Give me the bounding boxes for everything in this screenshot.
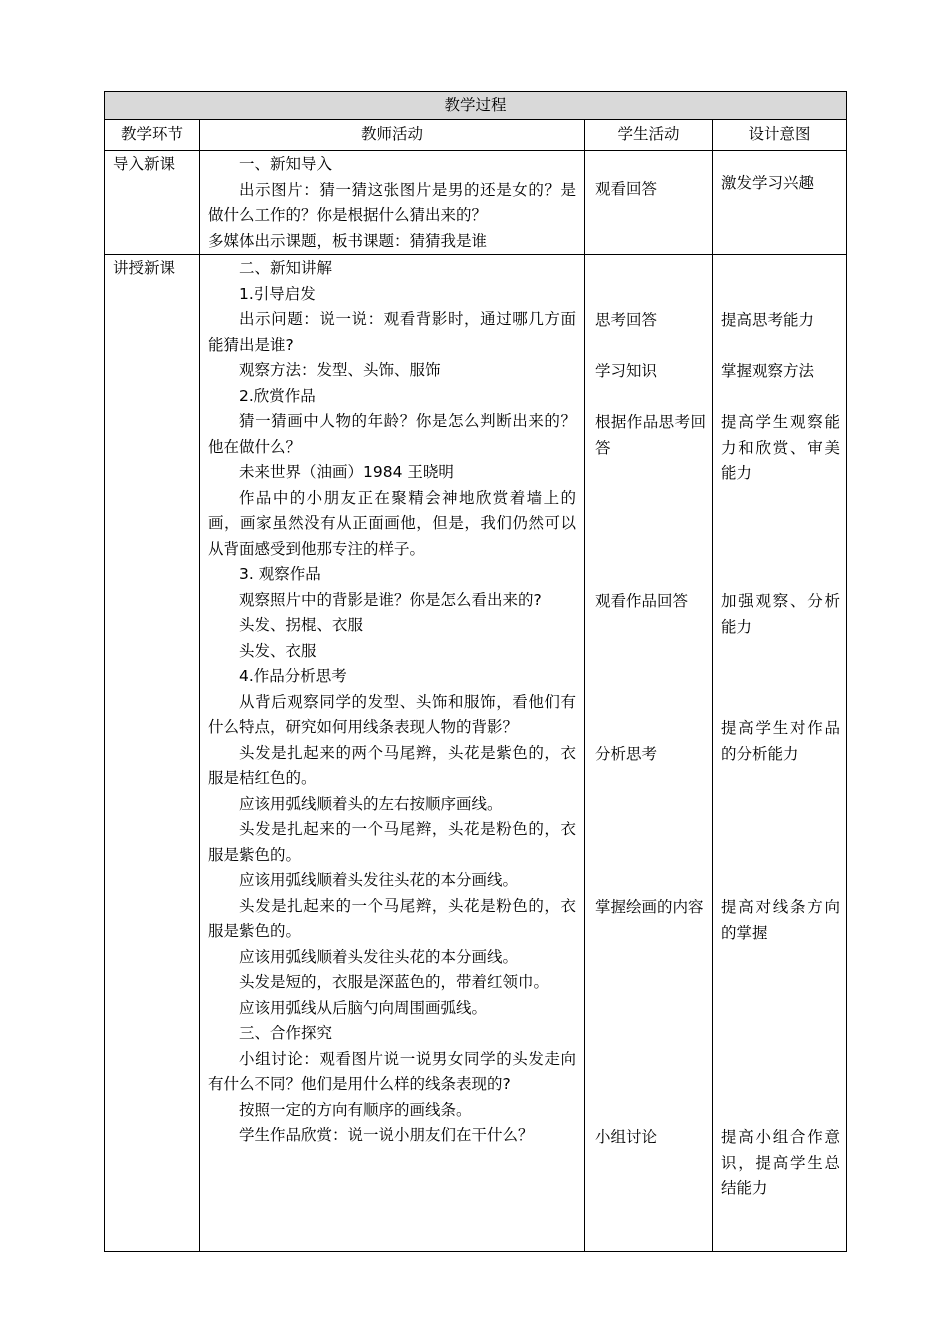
student-activity-intro	[585, 151, 713, 255]
teacher-line: 应该用弧线顺着头发往头花的本分画线。	[239, 947, 519, 966]
teacher-line: 小组讨论：观看图片说一说男女同学的头发走向有什么不同？他们是用什么样的线条表现的?	[208, 1049, 576, 1093]
table-title: 教学过程	[105, 92, 847, 120]
design-intent: 激发学习兴趣	[721, 174, 815, 192]
header-row	[105, 120, 847, 151]
student-activity: 学习知识	[595, 362, 658, 380]
teacher-line: 头发、拐棍、衣服	[239, 616, 364, 634]
design-intent-new-lesson	[713, 255, 847, 1252]
teacher-line: 从背后观察同学的发型、头饰和服饰，看他们有什么特点，研究如何用线条表现人物的背影？	[208, 692, 576, 736]
stage-new-lesson: 讲授新课	[105, 255, 200, 1252]
teacher-line: 学生作品欣赏：说一说小朋友们在干什么？	[239, 1126, 534, 1144]
teacher-line: 出示图片：猜一猜这张图片是男的还是女的？是做什么工作的？你是根据什么猜出来的？	[208, 180, 576, 224]
teacher-line: 二、新知讲解	[239, 259, 333, 277]
teacher-line: 一、新知导入	[239, 155, 333, 173]
student-activity: 小组讨论	[595, 1128, 658, 1146]
teacher-activity-new-lesson	[200, 255, 585, 1252]
teacher-line: 未来世界（油画）1984 王晓明	[239, 463, 454, 481]
teacher-line: 头发是扎起来的两个马尾辫，头花是紫色的，衣服是桔红色的。	[208, 743, 576, 787]
teacher-line: 3. 观察作品	[239, 565, 321, 583]
teacher-line: 作品中的小朋友正在聚精会神地欣赏着墙上的画，画家虽然没有从正面画他，但是，我们仍然可以从背面感受到他那专注的样子。	[208, 488, 576, 558]
teacher-activity-intro	[200, 151, 585, 255]
teacher-line: 4.作品分析思考	[239, 667, 347, 685]
design-intent: 提高学生对作品的分析能力	[721, 719, 841, 763]
design-intent: 提高思考能力	[721, 311, 815, 329]
student-activity-new-lesson	[585, 255, 713, 1252]
student-activity: 分析思考	[595, 745, 658, 763]
teacher-line: 观察方法：发型、头饰、服饰	[239, 361, 441, 379]
design-intent: 加强观察、分析能力	[721, 592, 841, 636]
teacher-line: 三、合作探究	[239, 1024, 333, 1042]
teacher-line: 头发是扎起来的一个马尾辫，头花是粉色的，衣服是紫色的。	[208, 896, 576, 940]
header-design-intent: 设计意图	[713, 120, 847, 151]
design-intent: 提高小组合作意识，提高学生总结能力	[721, 1128, 841, 1197]
design-intent: 提高学生观察能力和欣赏、审美能力	[721, 413, 841, 482]
teacher-line: 头发是短的，衣服是深蓝色的，带着红领巾。	[239, 973, 550, 991]
teacher-line: 猜一猜画中人物的年龄？你是怎么判断出来的？他在做什么？	[208, 412, 576, 456]
teaching-process-table	[104, 91, 847, 1252]
stage-intro: 导入新课	[105, 151, 200, 255]
student-activity: 观看作品回答	[595, 592, 689, 610]
teacher-line: 应该用弧线从后脑勺向周围画弧线。	[239, 998, 488, 1017]
teacher-line: 观察照片中的背影是谁？你是怎么看出来的?	[239, 590, 542, 609]
teacher-line: 按照一定的方向有顺序的画线条。	[239, 1100, 472, 1119]
header-student-activity: 学生活动	[585, 120, 713, 151]
design-intent: 提高对线条方向的掌握	[721, 898, 841, 942]
table-row	[105, 255, 847, 1252]
header-teacher-activity: 教师活动	[200, 120, 585, 151]
design-intent-intro	[713, 151, 847, 255]
teacher-line: 头发、衣服	[239, 641, 317, 660]
teacher-line: 多媒体出示课题，板书课题：猜猜我是谁	[208, 231, 488, 250]
teacher-line: 头发是扎起来的一个马尾辫，头花是粉色的，衣服是紫色的。	[208, 820, 576, 864]
teacher-line: 应该用弧线顺着头发往头花的本分画线。	[239, 871, 519, 889]
teacher-line: 出示问题：说一说：观看背影时，通过哪几方面能猜出是谁?	[208, 310, 576, 354]
teacher-line: 应该用弧线顺着头的左右按顺序画线。	[239, 794, 503, 813]
student-activity: 根据作品思考回答	[595, 413, 706, 457]
table-row	[105, 151, 847, 255]
teacher-line: 2.欣赏作品	[239, 386, 316, 405]
student-activity: 观看回答	[595, 180, 658, 198]
design-intent: 掌握观察方法	[721, 362, 815, 380]
teacher-line: 1.引导启发	[239, 284, 316, 303]
student-activity: 思考回答	[595, 311, 658, 329]
student-activity: 掌握绘画的内容	[595, 898, 704, 916]
header-stage: 教学环节	[105, 120, 200, 151]
